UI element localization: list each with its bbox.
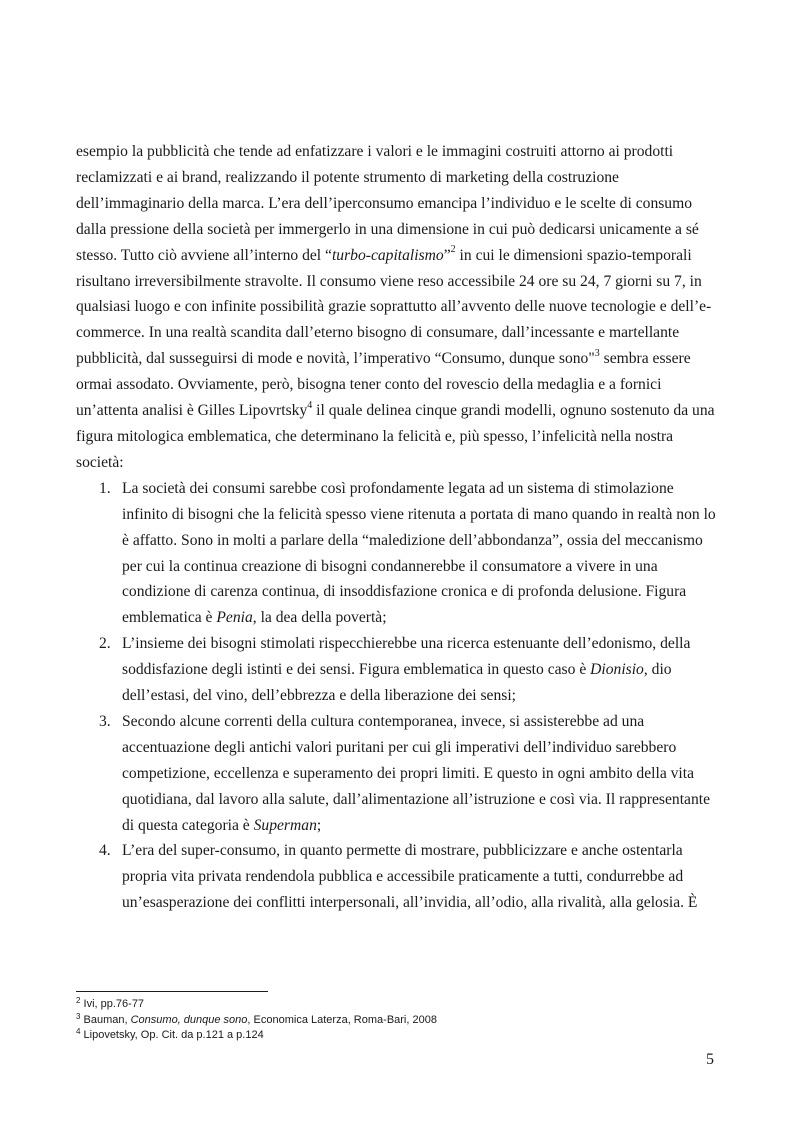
- list-item-text-end: , la dea della povertà;: [252, 609, 387, 627]
- footnote-text: Lipovetsky, Op. Cit. da p.121 a p.124: [83, 1029, 264, 1041]
- intro-text-5: il quale delinea cinque grandi modelli, ognuno sostenuto da una figura mitologica emblematica, che determinano la felicità e, più spesso, l’infelicità nella nostra società:: [76, 402, 715, 471]
- list-item: [76, 476, 721, 631]
- footnote-number: 3: [76, 1011, 81, 1021]
- footnote: [76, 997, 721, 1013]
- footnote: [76, 1028, 721, 1044]
- page-number: 5: [706, 1051, 714, 1068]
- list-item-number: 1.: [99, 479, 111, 497]
- footnote-ref-3: 3: [594, 348, 600, 360]
- footnote-ref-2: 2: [450, 244, 456, 256]
- body-text: [76, 139, 721, 916]
- footnote-number: 4: [76, 1027, 81, 1036]
- intro-text-2: ”: [443, 246, 451, 264]
- footnote-text: Bauman,: [83, 1013, 131, 1026]
- intro-text-3: in cui le dimensioni spazio-temporali risultano irreversibilmente stravolte. Il consumo viene reso accessibile 24 ore su 24, 7 giorni su 7, in qualsiasi luogo e con infinite possibilità grazie soprattutto all’avvento delle nuove tecnologie e dell’e-commerce. In una realtà scandita dall’eterno bisogno di consumare, dall’incessante e martellante pubblicità, dal susseguirsi di mode e novità, l’imperativo “Consumo, dunque sono": [76, 246, 712, 368]
- list-item: [76, 631, 721, 709]
- list-item-emphasis: Superman: [253, 816, 317, 834]
- list-item-text: L’insieme dei bisogni stimolati rispecchierebbe una ricerca estenuante dell’edonismo, della soddisfazione degli istinti e dei sensi. Figura emblematica in questo caso è: [122, 635, 691, 679]
- list-item: [76, 838, 721, 916]
- intro-paragraph: [76, 139, 721, 476]
- turbo-capitalismo-term: turbo-capitalismo: [331, 246, 444, 264]
- intro-text-4: sembra essere ormai assodato. Ovviamente, però, bisogna tener conto del rovescio della medaglia e a fornici un’attenta analisi è Gilles Lipovrtsky: [76, 350, 691, 420]
- footnote-text-end: , Economica Laterza, Roma-Bari, 2008: [247, 1013, 437, 1026]
- list-item-number: 4.: [99, 842, 111, 860]
- list-item: [76, 709, 721, 839]
- list-item-number: 3.: [99, 712, 111, 730]
- numbered-list: [76, 476, 721, 916]
- footnote-ref-4: 4: [307, 399, 313, 411]
- footnote-title: Consumo, dunque sono: [130, 1013, 248, 1026]
- list-item-text-end: , dio dell’estasi, del vino, dell’ebbrezza e della liberazione dei sensi;: [122, 661, 672, 705]
- footnote: [76, 1013, 721, 1029]
- list-item-emphasis: Dionisio: [590, 661, 644, 679]
- list-item-number: 2.: [99, 635, 111, 653]
- footnotes: [76, 997, 721, 1044]
- footnote-number: 2: [76, 996, 81, 1005]
- footnote-separator: [76, 991, 268, 992]
- intro-text-1: esempio la pubblicità che tende ad enfatizzare i valori e le immagini costruiti attorno ai prodotti reclamizzati e ai brand, realizzando il potente strumento di marketing della costruzione dell’immaginario della marca. L’era dell’iperconsumo emancipa l’individuo e le scelte di consumo dalla pressione della società per immergerlo in una dimensione in cui può dedicarsi unicamente a sé stesso. Tutto ciò avviene all’interno del “: [76, 143, 699, 264]
- list-item-text-end: ;: [316, 816, 322, 834]
- list-item-text: Secondo alcune correnti della cultura contemporanea, invece, si assisterebbe ad una accentuazione degli antichi valori puritani per cui gli imperativi dell’individuo sarebbero competizione, eccellenza e superamento dei propri limiti. E questo in ogni ambito della vita quotidiana, dal lavoro alla salute, dall’alimentazione all’istruzione e così via. Il rappresentante di questa categoria è: [122, 712, 711, 834]
- list-item-text: La società dei consumi sarebbe così profondamente legata ad un sistema di stimolazione infinito di bisogni che la felicità spesso viene ritenuta a portata di mano quando in realtà non lo è affatto. Sono in molti a parlare della “maledizione dell’abbondanza”, ossia del meccanismo per cui la continua creazione di bisogni condannerebbe il consumatore a vivere in una condizione di carenza continua, di insoddisfazione cronica e di profonda delusione. Figura emblematica è: [122, 479, 716, 627]
- list-item-emphasis: Penia: [216, 609, 253, 627]
- list-item-text: L’era del super-consumo, in quanto permette di mostrare, pubblicizzare e anche ostentarla propria vita privata rendendola pubblica e accessibile praticamente a tutti, condurrebbe ad un’esasperazione dei conflitti interpersonali, all’invidia, all’odio, alla rivalità, alla gelosia. È: [122, 842, 698, 912]
- footnote-text: Ivi, pp.76-77: [83, 998, 145, 1010]
